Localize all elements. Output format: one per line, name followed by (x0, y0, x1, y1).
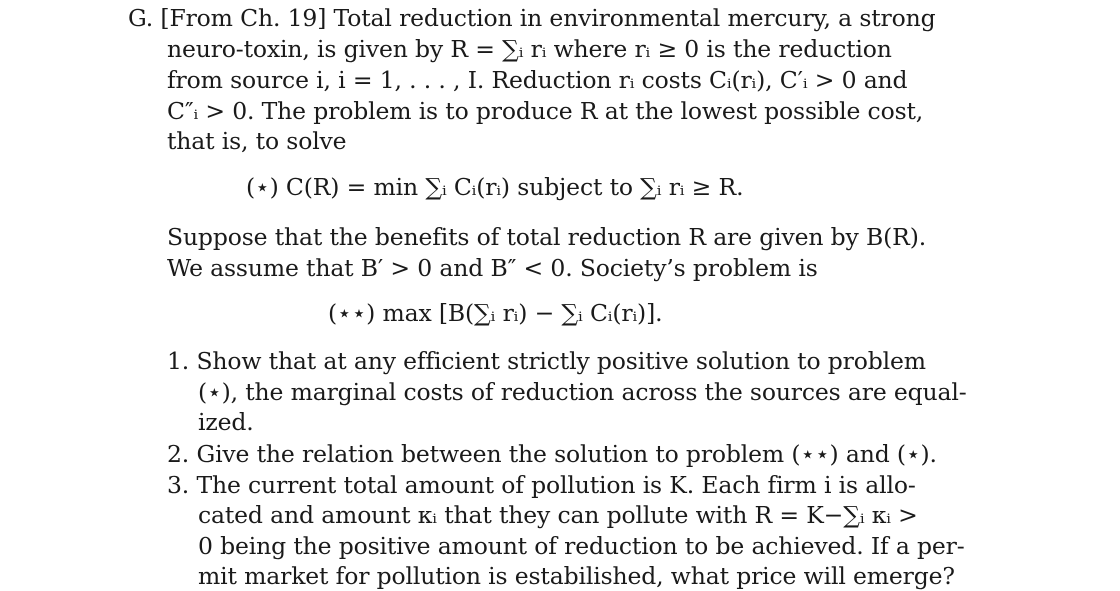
benefits-paragraph-line: Suppose that the benefits of total reduction R are given by B(R). (167, 223, 927, 251)
question-3-line: cated and amount κᵢ that they can pollute with R = K−∑ᵢ κᵢ > (198, 501, 918, 529)
problem-text-line: neuro-toxin, is given by R = ∑ᵢ rᵢ where rᵢ ≥ 0 is the reduction (167, 35, 892, 63)
cost-minimization-equation: (⋆) C(R) = min ∑ᵢ Cᵢ(rᵢ) subject to ∑ᵢ rᵢ ≥ R. (246, 173, 744, 201)
question-1-line: (⋆), the marginal costs of reduction across the sources are equal- (198, 378, 967, 406)
question-3-line: 0 being the positive amount of reduction to be achieved. If a per- (198, 532, 965, 560)
question-3-line: mit market for pollution is estabilished, what price will emerge? (198, 562, 955, 590)
question-2-line: 2. Give the relation between the solution to problem (⋆⋆) and (⋆). (167, 440, 937, 468)
question-1-line: ized. (198, 408, 254, 436)
society-maximization-equation: (⋆⋆) max [B(∑ᵢ rᵢ) − ∑ᵢ Cᵢ(rᵢ)]. (328, 299, 663, 327)
problem-text-line: from source i, i = 1, . . . , I. Reduction rᵢ costs Cᵢ(rᵢ), C′ᵢ > 0 and (167, 66, 908, 94)
problem-text-line: C″ᵢ > 0. The problem is to produce R at the lowest possible cost, (167, 97, 924, 125)
problem-heading-line: G. [From Ch. 19] Total reduction in environmental mercury, a strong (128, 4, 936, 32)
question-1-line: 1. Show that at any efficient strictly positive solution to problem (167, 347, 926, 375)
problem-text-line: that is, to solve (167, 127, 347, 155)
benefits-paragraph-line: We assume that B′ > 0 and B″ < 0. Society’s problem is (167, 254, 818, 282)
question-3-line: 3. The current total amount of pollution is K. Each firm i is allo- (167, 471, 916, 499)
